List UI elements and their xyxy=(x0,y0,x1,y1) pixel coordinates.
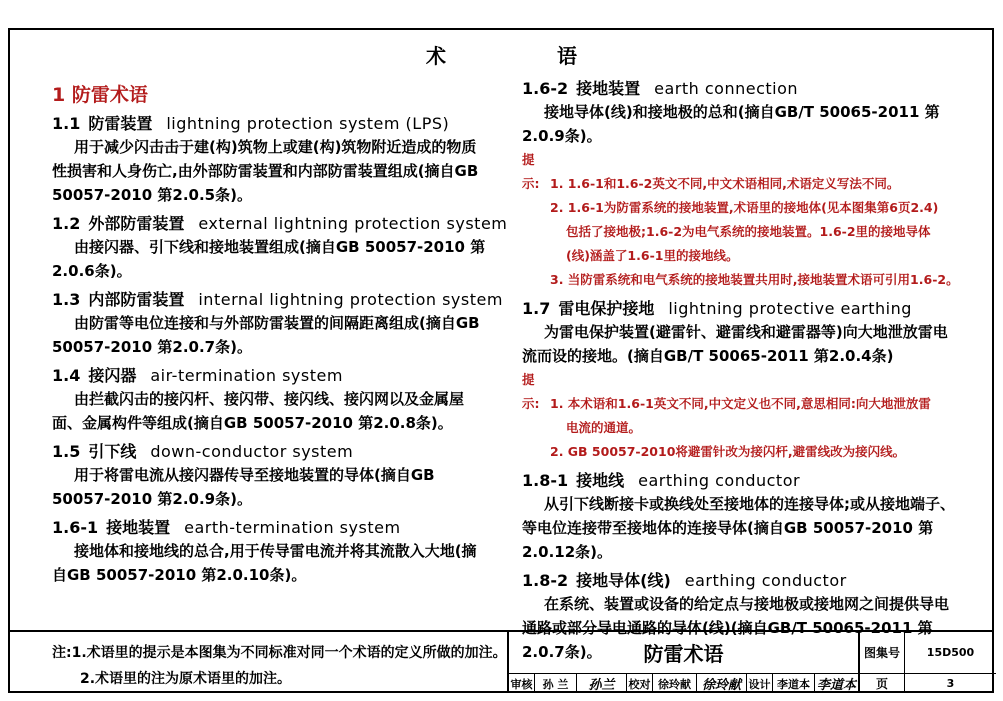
tip-block-2 xyxy=(522,368,962,464)
design-name: 李道本 xyxy=(773,674,815,693)
term-zh: 接地装置 xyxy=(576,79,641,98)
term-zh: 接地装置 xyxy=(106,518,171,537)
term-number: 1.6-1 xyxy=(52,518,99,537)
term-en: lightning protection system (LPS) xyxy=(166,114,450,133)
term-number: 1.6-2 xyxy=(522,79,569,98)
left-column xyxy=(52,72,508,587)
tip-block-1 xyxy=(522,148,962,292)
term-number: 1.3 xyxy=(52,290,81,309)
signature-row xyxy=(509,674,860,693)
term-en: earthing conductor xyxy=(638,471,801,490)
atlas-number: 15D500 xyxy=(905,632,996,674)
term-number: 1.7 xyxy=(522,299,551,318)
term-1-6-2 xyxy=(522,78,962,148)
term-zh: 内部防雷装置 xyxy=(88,290,185,309)
term-en: earthing conductor xyxy=(684,571,847,590)
term-zh: 外部防雷装置 xyxy=(88,214,185,233)
tip-item: 电流的通道。 xyxy=(566,420,642,435)
term-definition: 接地导体(线)和接地极的总和(摘自GB/T 50065-2011 第2.0.9条)。 xyxy=(522,103,940,145)
tip-item: 包括了接地极;1.6-2为电气系统的接地装置。1.6-2里的接地导体 xyxy=(566,224,931,239)
term-number: 1.8-2 xyxy=(522,571,569,590)
review-name: 孙 兰 xyxy=(535,674,577,693)
review-signature: 孙兰 xyxy=(577,674,627,693)
note-2: 2.术语里的注为原术语里的加注。 xyxy=(80,671,292,687)
term-en: internal lightning protection system xyxy=(198,290,503,309)
term-zh: 引下线 xyxy=(88,442,137,461)
term-1-4 xyxy=(52,365,490,435)
term-en: earth connection xyxy=(654,79,799,98)
right-column xyxy=(522,72,962,664)
term-definition: 用于减少闪击击于建(构)筑物上或建(构)筑物附近造成的物质性损害和人身伤亡,由外部防雷装置和内部防雷装置组成(摘自GB 50057-2010 第2.0.5条)。 xyxy=(52,138,479,204)
term-zh: 雷电保护接地 xyxy=(558,299,655,318)
notes xyxy=(52,640,507,692)
atlas-label: 图集号 xyxy=(860,632,905,674)
tip-lead: 提示: xyxy=(522,152,540,191)
check-name: 徐玲献 xyxy=(653,674,697,693)
tip-lead: 提示: xyxy=(522,372,540,411)
term-1-5 xyxy=(52,441,490,511)
check-signature: 徐玲献 xyxy=(697,674,747,693)
check-label: 校对 xyxy=(627,674,653,693)
term-definition: 由拦截闪击的接闪杆、接闪带、接闪线、接闪网以及金属屋面、金属构件等组成(摘自GB 50057-2010 第2.0.8条)。 xyxy=(52,390,465,432)
term-definition: 为雷电保护装置(避雷针、避雷线和避雷器等)向大地泄放雷电流而设的接地。(摘自GB/T 50065-2011 第2.0.4条) xyxy=(522,323,948,365)
term-1-7 xyxy=(522,298,962,368)
term-definition: 由防雷等电位连接和与外部防雷装置的间隔距离组成(摘自GB 50057-2010 第2.0.7条)。 xyxy=(52,314,480,356)
term-definition: 在系统、装置或设备的给定点与接地极或接地网之间提供导电通路或部分导电通路的导体(线)(摘自GB/T 50065-2011 第2.0.7条)。 xyxy=(522,595,950,661)
term-zh: 接地线 xyxy=(576,471,625,490)
term-definition: 用于将雷电流从接闪器传导至接地装置的导体(摘自GB 50057-2010 第2.0.9条)。 xyxy=(52,466,435,508)
term-1-8-1 xyxy=(522,470,962,564)
term-definition: 从引下线断接卡或换线处至接地体的连接导体;或从接地端子、等电位连接带至接地体的连接导体(摘自GB 50057-2010 第2.0.12条)。 xyxy=(522,495,956,561)
design-label: 设计 xyxy=(747,674,773,693)
term-1-2 xyxy=(52,213,508,283)
tip-item: 1. 本术语和1.6-1英文不同,中文定义也不同,意思相同:向大地泄放雷 xyxy=(550,396,931,411)
tip-item: 1. 1.6-1和1.6-2英文不同,中文术语相同,术语定义写法不同。 xyxy=(550,176,900,191)
term-zh: 接地导体(线) xyxy=(576,571,671,590)
term-definition: 由接闪器、引下线和接地装置组成(摘自GB 50057-2010 第2.0.6条)。 xyxy=(52,238,486,280)
term-definition: 接地体和接地线的总合,用于传导雷电流并将其流散入大地(摘自GB 50057-2010 第2.0.10条)。 xyxy=(52,542,477,584)
term-number: 1.5 xyxy=(52,442,81,461)
term-zh: 接闪器 xyxy=(88,366,137,385)
note-1: 注:1.术语里的提示是本图集为不同标准对同一个术语的定义所做的加注。 xyxy=(52,645,507,661)
page-label: 页 xyxy=(860,674,905,693)
term-number: 1.4 xyxy=(52,366,81,385)
term-1-1 xyxy=(52,113,490,207)
term-1-3 xyxy=(52,289,503,359)
design-signature: 李道本 xyxy=(816,678,856,693)
tip-item: 2. 1.6-1为防雷系统的接地装置,术语里的接地体(见本图集第6页2.4) xyxy=(550,200,939,215)
term-en: air-termination system xyxy=(150,366,343,385)
term-en: earth-termination system xyxy=(184,518,401,537)
tip-item: (线)涵盖了1.6-1里的接地线。 xyxy=(566,248,739,263)
term-number: 1.8-1 xyxy=(522,471,569,490)
term-1-6-1 xyxy=(52,517,490,587)
drawing-title: 防雷术语 xyxy=(509,632,860,674)
section-title: 1 防雷术语 xyxy=(52,84,148,106)
term-en: external lightning protection system xyxy=(198,214,508,233)
term-zh: 防雷装置 xyxy=(88,114,153,133)
tip-item: 2. GB 50057-2010将避雷针改为接闪杆,避雷线改为接闪线。 xyxy=(550,444,906,459)
review-label: 审核 xyxy=(509,674,535,693)
notes-divider xyxy=(8,630,508,632)
term-number: 1.1 xyxy=(52,114,81,133)
term-en: lightning protective earthing xyxy=(668,299,912,318)
page-number: 3 xyxy=(946,677,955,690)
term-number: 1.2 xyxy=(52,214,81,233)
title-block xyxy=(507,630,994,693)
term-en: down-conductor system xyxy=(150,442,354,461)
page-title: 术 语 xyxy=(426,44,629,68)
tip-item: 3. 当防雷系统和电气系统的接地装置共用时,接地装置术语可引用1.6-2。 xyxy=(550,272,959,287)
